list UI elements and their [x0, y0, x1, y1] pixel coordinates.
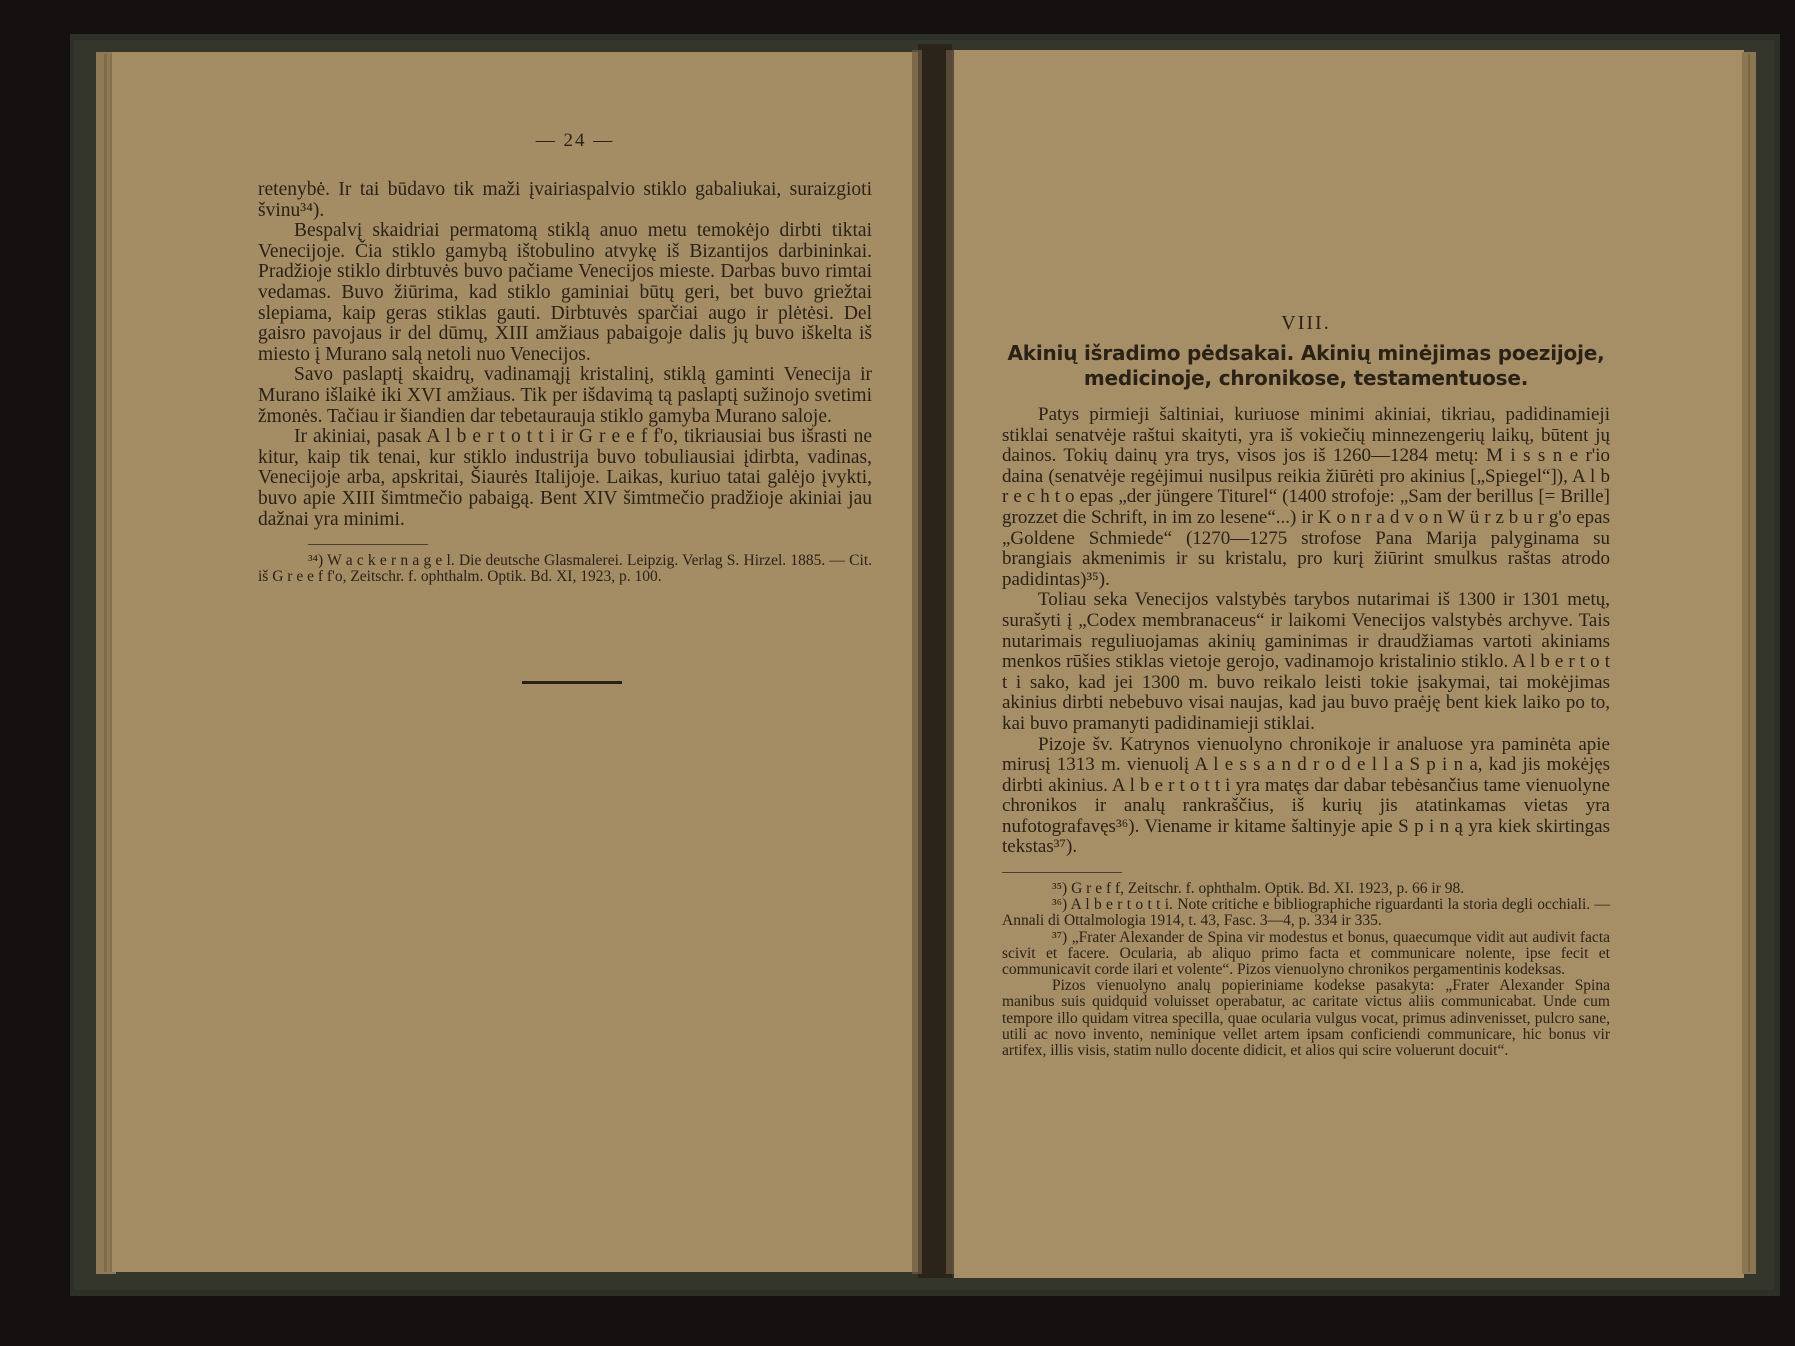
footnote: Pizos vienuolyno analų popieriniame kodekse pasakyta: „Frater Alexander Spina manibus suis quidquid voluisset operabatur, ac caritate victus aliis communicabat. Unde cum tempore illo quidam vitrea specilla, quae ocularia vulgus vocat, primus adinvenisset, pulcro sane, utili ac novo invento, neminique vellet artem ipsam conficiendi communicare, hic bonus vir artifex, illis visis, statim nullo docente didicit, et alios qui scire voluerunt docuit“. — [1002, 977, 1610, 1060]
chapter-title-line: Akinių išradimo pėdsakai. Akinių minėjimas poezijoje, — [1007, 341, 1605, 365]
paragraph: Savo paslaptį skaidrų, vadinamąjį kristalinį, stiklą gaminti Venecija ir Murano išlaikė iki XVI amžiaus. Tik per išdavimą tą paslaptį sužinojo svetimi žmonės. Tačiau ir šiandien dar tebetaurauja stiklo gamyba Murano saloje. — [258, 364, 872, 427]
left-page-text — [258, 130, 872, 684]
section-end-rule — [522, 681, 622, 684]
chapter-number: VIII. — [1281, 312, 1331, 334]
right-page-text — [1002, 312, 1610, 1059]
paragraph: Ir akiniai, pasak A l b e r t o t t i ir G r e e f f'o, tikriausiai bus išrasti ne kitur, kaip tik tenai, kur stiklo industrija buvo tobuliausiai įdirbta, vadinas, Venecijoje arba, apskritai, Šiaurės Italijoje. Laikas, kuriuo tatai galėjo įvykti, buvo apie XIII šimtmečio pabaigą. Bent XIV šimtmečio pradžioje akiniai jau dažnai yra minimi. — [258, 426, 872, 530]
paragraph: retenybė. Ir tai būdavo tik maži įvairiaspalvio stiklo gabaliukai, suraizgioti švinu³⁴). — [258, 179, 872, 221]
paragraph: Toliau seka Venecijos valstybės tarybos nutarimai iš 1300 ir 1301 metų, surašyti į „Codex membranaceus“ ir laikomi Venecijos valstybės archyve. Tais nutarimais reguliuojamas akinių gaminimas ir draudžiamas vartoti akiniams menkos rūšies stiklas vietoje gerojo, vadinamojo kristalinio stiklo. A l b e r t o t t i sako, kad jei 1300 m. buvo reikalo leisti tokie įsakymai, tai mokėjimas akinius dirbti nebebuvo visai naujas, kad jau buvo praėję bent kiek laiko po to, kai buvo pramanyti padidinamieji stiklai. — [1002, 589, 1610, 734]
page-number: — 24 — — [535, 130, 615, 151]
paragraph: Pizoje šv. Katrynos vienuolyno chronikoje ir analuose yra paminėta apie mirusį 1313 m. vienuolį A l e s s a n d r o d e l l a S p i n a, kad jis mokėjęs dirbti akinius. A l b e r t o t t i yra matęs dar dabar tebėsančius tame vienuolyne chronikos ir analų rankraščius, iš kurių jis atatinkamas vietas yra nufotografavęs³⁶). Viename ir kitame šaltinyje apie S p i n ą yra kiek skirtingas tekstas³⁷). — [1002, 733, 1610, 858]
footnote-separator — [308, 544, 428, 545]
footnote: ³⁷) „Frater Alexander de Spina vir modestus et bonus, quaecumque vidit aut audivit facta scivit et facere. Ocularia, ab aliquo primo facta et communicare nolente, ipse fecit et communicavit corde ilari et volente“. Pizos vienuolyno chronikos pergamentinis kodeksas. — [1002, 928, 1610, 979]
footnote: ³⁴) W a c k e r n a g e l. Die deutsche Glasmalerei. Leipzig. Verlag S. Hirzel. 1885. — Cit. iš G r e e f f'o, Zeitschr. f. ophthalm. Optik. Bd. XI, 1923, p. 100. — [258, 552, 872, 586]
footnote: ³⁶) A l b e r t o t t i. Note critiche e bibliographiche riguardanti la storia degli occhiali. — Annali di Ottalmologia 1914, t. 43, Fasc. 3—4, p. 334 ir 335. — [1002, 896, 1610, 930]
paragraph: Patys pirmieji šaltiniai, kuriuose minimi akiniai, tikriau, padidinamieji stiklai senatvėje raštui skaityti, yra iš vokiečių minnezengerių laikų, būtent jų dainos. Tokių dainų yra trys, visos jos iš 1260—1284 metų: M i s s n e r'io daina (senatvėje regėjimui nusilpus reikia žiūrėti pro akinius [„Spiegel“]), A l b r e c h t o epas „der jüngere Titurel“ (1400 strofoje: „Sam der berillus [= Brille] grozzet die Schrift, in im zo lesene“...) ir K o n r a d v o n W ü r z b u r g'o epas „Goldene Schmiede“ (1270—1275 strofose Pana Marija palyginama su brangiais akmenimis ir su kristalu, pro kurį žiūrint smulkus raštas atrodo padidintas)³⁵). — [1002, 404, 1610, 590]
paragraph: Bespalvį skaidriai permatomą stiklą anuo metu temokėjo dirbti tiktai Venecijoje. Čia stiklo gamybą ištobulino atvykę iš Bizantijos darbininkai. Pradžioje stiklo dirbtuvės buvo pačiame Venecijos mieste. Darbas buvo rimtai vedamas. Buvo žiūrima, kad stiklo gaminiai būtų geri, bet buvo griežtai slepiama, kaip geras stiklas gauti. Dirbtuvės sparčiai augo ir plėtėsi. Del gaisro pavojaus ir del dūmų, XIII amžiaus pabaigoje dalis jų buvo iškelta iš miesto į Murano salą netoli nuo Venecijos. — [258, 220, 872, 365]
footnote: ³⁵) G r e f f, Zeitschr. f. ophthalm. Optik. Bd. XI. 1923, p. 66 ir 98. — [1052, 880, 1465, 898]
footnote-separator — [1002, 872, 1122, 873]
chapter-title-line: medicinoje, chronikose, testamentuose. — [1083, 366, 1529, 390]
chapter-title — [1002, 341, 1610, 391]
